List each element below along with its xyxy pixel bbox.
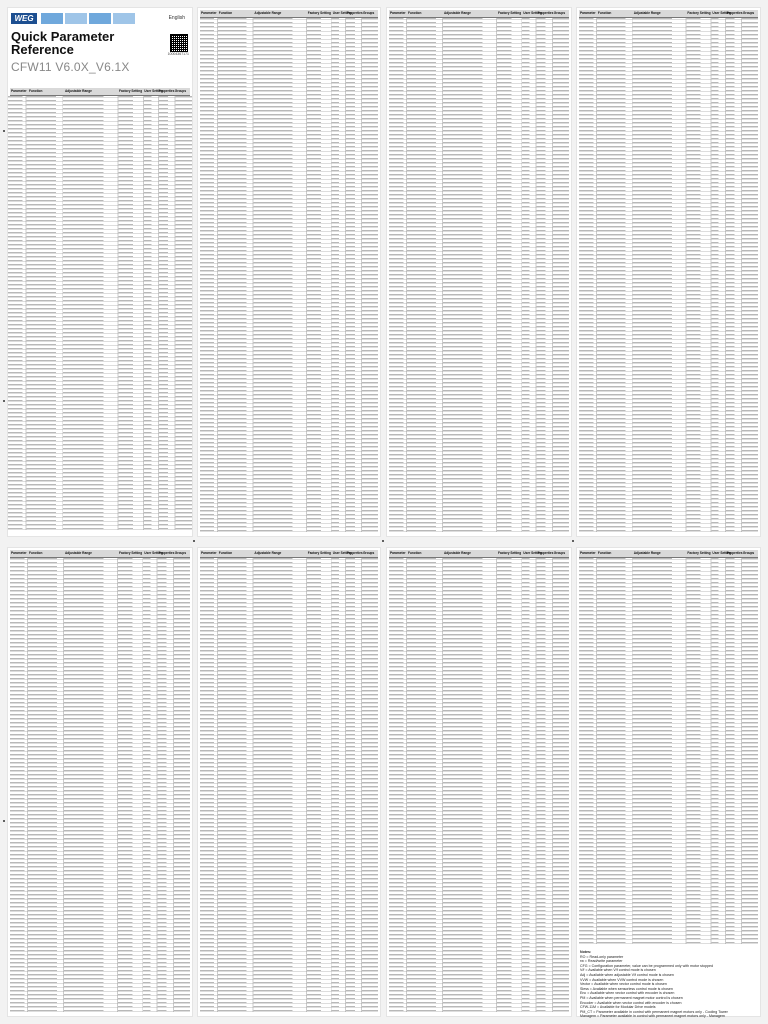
- table-rows: [579, 558, 758, 944]
- page-3: [387, 8, 571, 536]
- column-header: Factory Setting: [307, 11, 331, 15]
- registration-mark: [382, 540, 384, 542]
- column-header: User Setting: [523, 11, 542, 15]
- page-8: [577, 548, 760, 1019]
- notes-section: [580, 950, 757, 1019]
- table-rows: [8, 96, 192, 530]
- qr-code-icon: [170, 34, 188, 52]
- document-title: Quick Parameter Reference: [11, 29, 115, 57]
- page-4: [577, 8, 760, 536]
- registration-mark: [572, 540, 574, 542]
- column-header: Adjustable Range: [444, 551, 471, 555]
- column-header: Adjustable Range: [633, 551, 661, 555]
- column-header: Groups: [553, 11, 566, 15]
- document-subtitle: CFW11 V6.0X_V6.1X: [11, 60, 130, 74]
- registration-mark: [3, 820, 5, 822]
- parameter-table: [389, 10, 569, 532]
- column-header: Parameter: [11, 89, 27, 93]
- note-item: RO = Read-only parameter: [580, 954, 624, 959]
- parameter-table: [200, 550, 378, 1012]
- note-item: Vector = Available when vector control mode is chosen: [580, 982, 667, 987]
- note-item: VVW = Available when VVW control mode is chosen: [580, 977, 664, 982]
- table-header: [389, 550, 569, 558]
- table-rows: [389, 558, 569, 1012]
- note-item: CFW-11M = Available for Modular Drive models: [580, 1005, 656, 1010]
- notes-heading: Notes:: [580, 950, 592, 954]
- header-color-tile: [89, 13, 111, 24]
- parameter-table: [579, 10, 758, 532]
- header-color-tile: [41, 13, 63, 24]
- column-header: Function: [408, 11, 422, 15]
- table-rows: [389, 18, 569, 532]
- table-rows: [10, 558, 190, 1012]
- column-header: Groups: [174, 89, 187, 93]
- column-header: Factory Setting: [687, 551, 711, 555]
- table-header: [579, 10, 758, 18]
- table-header: [200, 550, 378, 558]
- column-header: Groups: [174, 551, 187, 555]
- column-header: Factory Setting: [119, 551, 143, 555]
- parameter-table: [10, 88, 190, 96]
- column-header: User Setting: [523, 551, 542, 555]
- note-item: Sless = Available when sensorless control mode is chosen: [580, 986, 673, 991]
- column-header: Function: [597, 11, 612, 15]
- table-header: [389, 10, 569, 18]
- column-header: Groups: [553, 551, 566, 555]
- page-5: [8, 548, 192, 1016]
- column-header: Groups: [362, 11, 375, 15]
- column-header: Function: [218, 551, 233, 555]
- column-header: Properties: [346, 11, 363, 15]
- column-header: Parameter: [390, 551, 406, 555]
- note-item: PM = Available when permanent magnet motor control is chosen: [580, 995, 683, 1000]
- column-header: Function: [29, 551, 43, 555]
- column-header: Factory Setting: [498, 551, 522, 555]
- column-header: Function: [408, 551, 422, 555]
- column-header: Parameter: [580, 11, 596, 15]
- weg-logo: WEG: [11, 13, 37, 24]
- note-item: rw = Read/write parameter: [580, 959, 623, 964]
- parameter-table: [579, 550, 758, 1012]
- column-header: Parameter: [390, 11, 406, 15]
- page-1: [8, 8, 192, 536]
- column-header: Properties: [726, 551, 743, 555]
- column-header: User Setting: [712, 11, 732, 15]
- column-header: Properties: [726, 11, 743, 15]
- column-header: Factory Setting: [119, 89, 143, 93]
- column-header: Adjustable Range: [65, 551, 92, 555]
- column-header: Parameter: [580, 551, 596, 555]
- note-item: Encoder = Available when vector control with encoder is chosen: [580, 1000, 682, 1005]
- note-item: CFG = Configuration parameter, value can be programmed only with motor stopped: [580, 963, 713, 968]
- column-header: Parameter: [201, 11, 217, 15]
- column-header: Properties: [158, 551, 175, 555]
- column-header: Adjustable Range: [65, 89, 92, 93]
- column-header: Properties: [158, 89, 175, 93]
- table-header: [579, 550, 758, 558]
- column-header: Function: [29, 89, 43, 93]
- header-color-tile: [113, 13, 135, 24]
- column-header: Adjustable Range: [444, 11, 471, 15]
- column-header: Factory Setting: [687, 11, 711, 15]
- parameter-table: [389, 550, 569, 1012]
- page-7: [387, 548, 571, 1016]
- column-header: Adjustable Range: [633, 11, 661, 15]
- table-rows: [579, 18, 758, 532]
- page-6: [198, 548, 380, 1016]
- column-header: Factory Setting: [498, 11, 522, 15]
- column-header: Factory Setting: [307, 551, 331, 555]
- column-header: User Setting: [144, 89, 163, 93]
- table-rows: [200, 18, 378, 532]
- table-header: [200, 10, 378, 18]
- registration-mark: [3, 130, 5, 132]
- column-header: Properties: [346, 551, 363, 555]
- column-header: Properties: [537, 11, 554, 15]
- registration-mark: [3, 400, 5, 402]
- table-header: [10, 88, 190, 96]
- column-header: Groups: [362, 551, 375, 555]
- column-header: Groups: [742, 11, 755, 15]
- note-item: V/f = Available when V/f control mode is chosen: [580, 968, 656, 973]
- column-header: User Setting: [712, 551, 732, 555]
- column-header: Parameter: [201, 551, 217, 555]
- header-color-tile: [65, 13, 87, 24]
- column-header: User Setting: [332, 11, 352, 15]
- column-header: Adjustable Range: [254, 11, 282, 15]
- column-header: Parameter: [11, 551, 27, 555]
- note-item: Enc = Available when vector control with encoder is chosen: [580, 991, 675, 996]
- parameter-table: [10, 550, 190, 1012]
- column-header: Properties: [537, 551, 554, 555]
- column-header: Function: [218, 11, 233, 15]
- column-header: User Setting: [144, 551, 163, 555]
- document-code: 10004367171: [167, 52, 189, 56]
- note-item: PM_CT = Parameter available in control with permanent magnet motors only - Cooling Tower: [580, 1009, 728, 1014]
- parameter-table: [200, 10, 378, 532]
- column-header: User Setting: [332, 551, 352, 555]
- column-header: Function: [597, 551, 612, 555]
- table-header: [10, 550, 190, 558]
- language-label: English: [168, 15, 185, 21]
- registration-mark: [193, 540, 195, 542]
- note-item: Managem = Parameter available in control with permanent magnet motors only - Managem: [580, 1014, 725, 1019]
- column-header: Groups: [742, 551, 755, 555]
- column-header: Adjustable Range: [254, 551, 282, 555]
- note-item: Adj = Available when adjustable V/f control mode is chosen: [580, 972, 674, 977]
- page-2: [198, 8, 380, 536]
- table-rows: [200, 558, 378, 1012]
